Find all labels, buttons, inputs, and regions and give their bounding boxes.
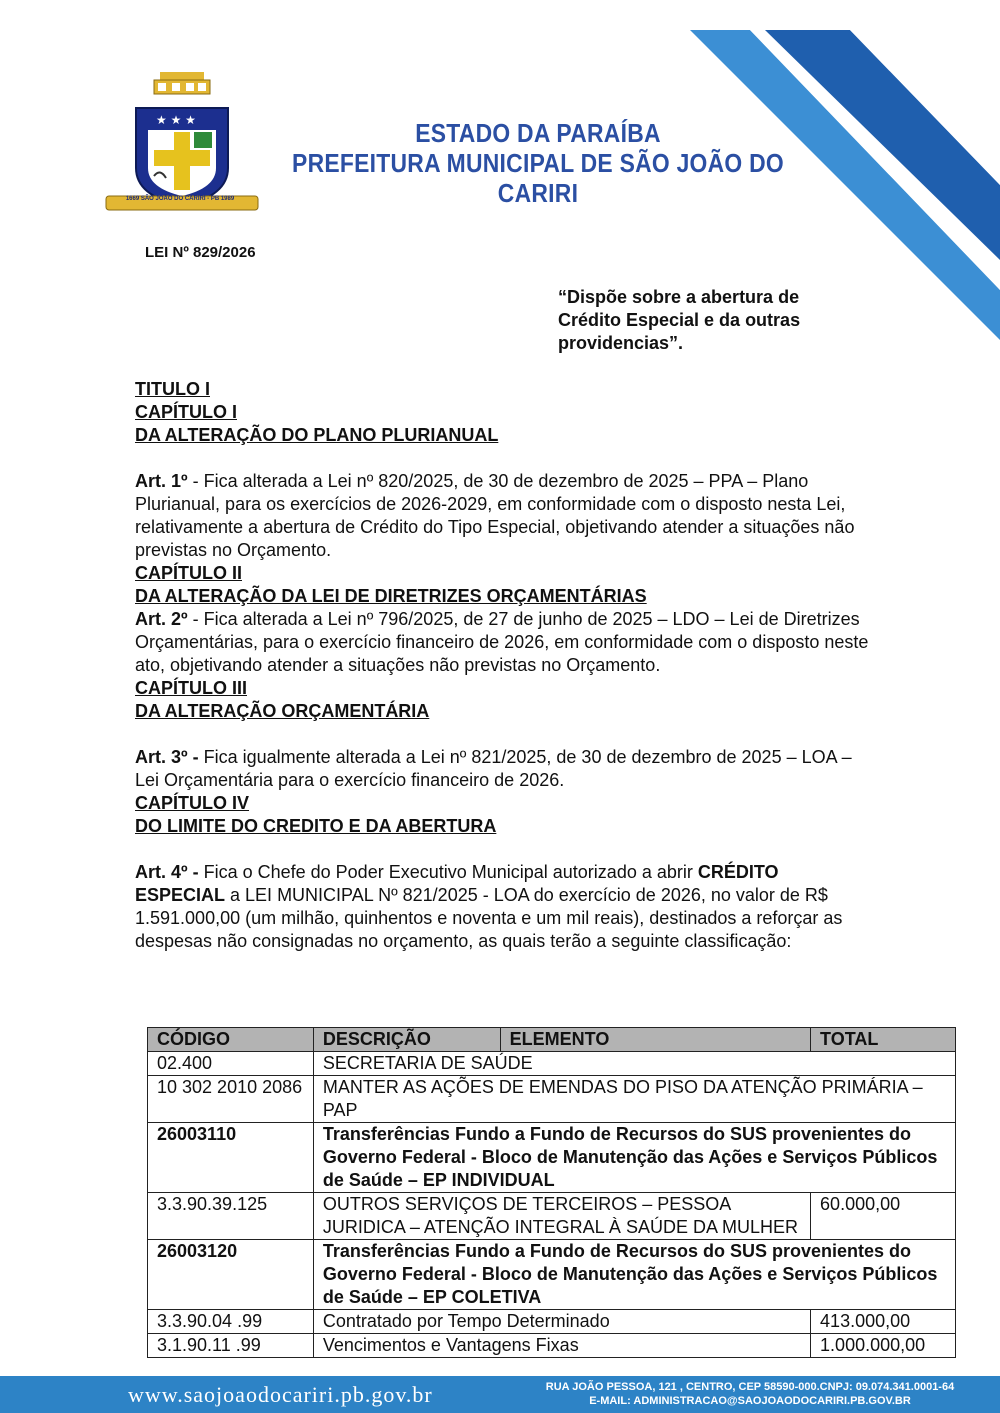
- law-number: LEI Nº 829/2026: [145, 244, 256, 261]
- table-row: [148, 1310, 956, 1334]
- chapter-3-title: DA ALTERAÇÃO ORÇAMENTÁRIA: [135, 701, 430, 721]
- row-code: 3.1.90.11 .99: [148, 1334, 314, 1358]
- article-1: [135, 470, 870, 562]
- row-total: 1.000.000,00: [811, 1334, 956, 1358]
- row-description: Vencimentos e Vantagens Fixas: [313, 1334, 810, 1358]
- header-description: DESCRIÇÃO: [313, 1028, 500, 1052]
- article-3: [135, 746, 870, 792]
- table-row: [148, 1193, 956, 1240]
- row-total: 413.000,00: [811, 1310, 956, 1334]
- row-description: Contratado por Tempo Determinado: [313, 1310, 810, 1334]
- row-description: OUTROS SERVIÇOS DE TERCEIROS – PESSOA JURIDICA – ATENÇÃO INTEGRAL À SAÚDE DA MULHER: [313, 1193, 810, 1240]
- page-footer: [0, 1376, 1000, 1413]
- article-3-label: Art. 3º -: [135, 747, 199, 767]
- table-row: [148, 1076, 956, 1123]
- article-2-label: Art. 2º: [135, 609, 188, 629]
- table-row: [148, 1334, 956, 1358]
- article-2-text: - Fica alterada a Lei nº 796/2025, de 27 de junho de 2025 – LDO – Lei de Diretrizes Orçamentárias, para o exercício financeiro de 2026, em conformidade com o disposto neste ato, objetivando atender a situações não previstas no Orçamento.: [135, 609, 869, 675]
- row-code: 26003110: [148, 1123, 314, 1193]
- row-total: 60.000,00: [811, 1193, 956, 1240]
- article-4-text-a: Fica o Chefe do Poder Executivo Municipal autorizado a abrir: [198, 862, 698, 882]
- article-4-bold: CRÉDITO ESPECIAL: [135, 862, 779, 905]
- row-description: Transferências Fundo a Fundo de Recursos do SUS provenientes do Governo Federal - Bloco de Manutenção das Ações e Serviços Públicos de Saúde – EP COLETIVA: [313, 1240, 955, 1310]
- footer-address-block: [515, 1380, 985, 1408]
- row-code: 02.400: [148, 1052, 314, 1076]
- article-1-label: Art. 1º: [135, 471, 188, 491]
- article-4: [135, 861, 870, 953]
- header-element: ELEMENTO: [500, 1028, 810, 1052]
- row-code: 10 302 2010 2086: [148, 1076, 314, 1123]
- row-description: MANTER AS AÇÕES DE EMENDAS DO PISO DA ATENÇÃO PRIMÁRIA – PAP: [313, 1076, 955, 1123]
- chapter-4-title: DO LIMITE DO CREDITO E DA ABERTURA: [135, 816, 497, 836]
- chapter-1-title: DA ALTERAÇÃO DO PLANO PLURIANUAL: [135, 425, 499, 445]
- state-name: ESTADO DA PARAÍBA: [415, 118, 661, 148]
- header-total: TOTAL: [811, 1028, 956, 1052]
- chapter-3-heading: CAPÍTULO III: [135, 678, 247, 698]
- chapter-2-title: DA ALTERAÇÃO DA LEI DE DIRETRIZES ORÇAMENTÁRIAS: [135, 586, 647, 606]
- row-description: SECRETARIA DE SAÚDE: [313, 1052, 955, 1076]
- chapter-2-heading: CAPÍTULO II: [135, 563, 242, 583]
- row-code: 3.3.90.04 .99: [148, 1310, 314, 1334]
- footer-email: E-MAIL: ADMINISTRACAO@SAOJOAODOCARIRI.PB.GOV.BR: [589, 1395, 911, 1407]
- row-description: Transferências Fundo a Fundo de Recursos do SUS provenientes do Governo Federal - Bloco de Manutenção das Ações e Serviços Públicos de Saúde – EP INDIVIDUAL: [313, 1123, 955, 1193]
- article-4-label: Art. 4º -: [135, 862, 199, 882]
- title-heading: TITULO I: [135, 379, 210, 399]
- chapter-1-heading: CAPÍTULO I: [135, 402, 237, 422]
- city-hall-name: PREFEITURA MUNICIPAL DE SÃO JOÃO DO CARIRI: [292, 148, 784, 208]
- law-ementa: “Dispõe sobre a abertura de Crédito Especial e da outras providencias”.: [558, 287, 801, 353]
- credit-classification-table: [147, 1027, 956, 1358]
- footer-website: www.saojoaodocariri.pb.gov.br: [128, 1382, 433, 1407]
- article-1-text: - Fica alterada a Lei nº 820/2025, de 30 de dezembro de 2025 – PPA – Plano Plurianual, para os exercícios de 2026-2029, em conformidade com o disposto nesta Lei, relativamente a abertura de Crédito do Tipo Especial, objetivando atender a situações não previstas no Orçamento.: [135, 471, 855, 560]
- table-row: [148, 1240, 956, 1310]
- document-header: [258, 118, 818, 208]
- table-row: [148, 1052, 956, 1076]
- article-2: [135, 608, 870, 677]
- crest-banner-text: 1669 SÃO JOÃO DO CARIRI - PB 1989: [125, 196, 235, 202]
- row-code: 26003120: [148, 1240, 314, 1310]
- article-3-text: Fica igualmente alterada a Lei nº 821/2025, de 30 de dezembro de 2025 – LOA – Lei Orçamentária para o exercício financeiro de 2026.: [135, 747, 852, 790]
- footer-address: RUA JOÃO PESSOA, 121 , CENTRO, CEP 58590-000.CNPJ: 09.074.341.0001-64: [545, 1381, 955, 1393]
- svg-text:★ ★ ★: ★ ★ ★: [156, 113, 196, 127]
- row-code: 3.3.90.39.125: [148, 1193, 314, 1240]
- header-code: CÓDIGO: [148, 1028, 314, 1052]
- table-row: [148, 1123, 956, 1193]
- law-body: [135, 378, 870, 953]
- article-4-text-b: a LEI MUNICIPAL Nº 821/2025 - LOA do exercício de 2026, no valor de R$ 1.591.000,00 (um milhão, quinhentos e noventa e um mil reais), destinados a reforçar as despesas não consignadas no orçamento, as quais terão a seguinte classificação:: [135, 885, 843, 951]
- table-header-row: [148, 1028, 956, 1052]
- chapter-4-heading: CAPÍTULO IV: [135, 793, 250, 813]
